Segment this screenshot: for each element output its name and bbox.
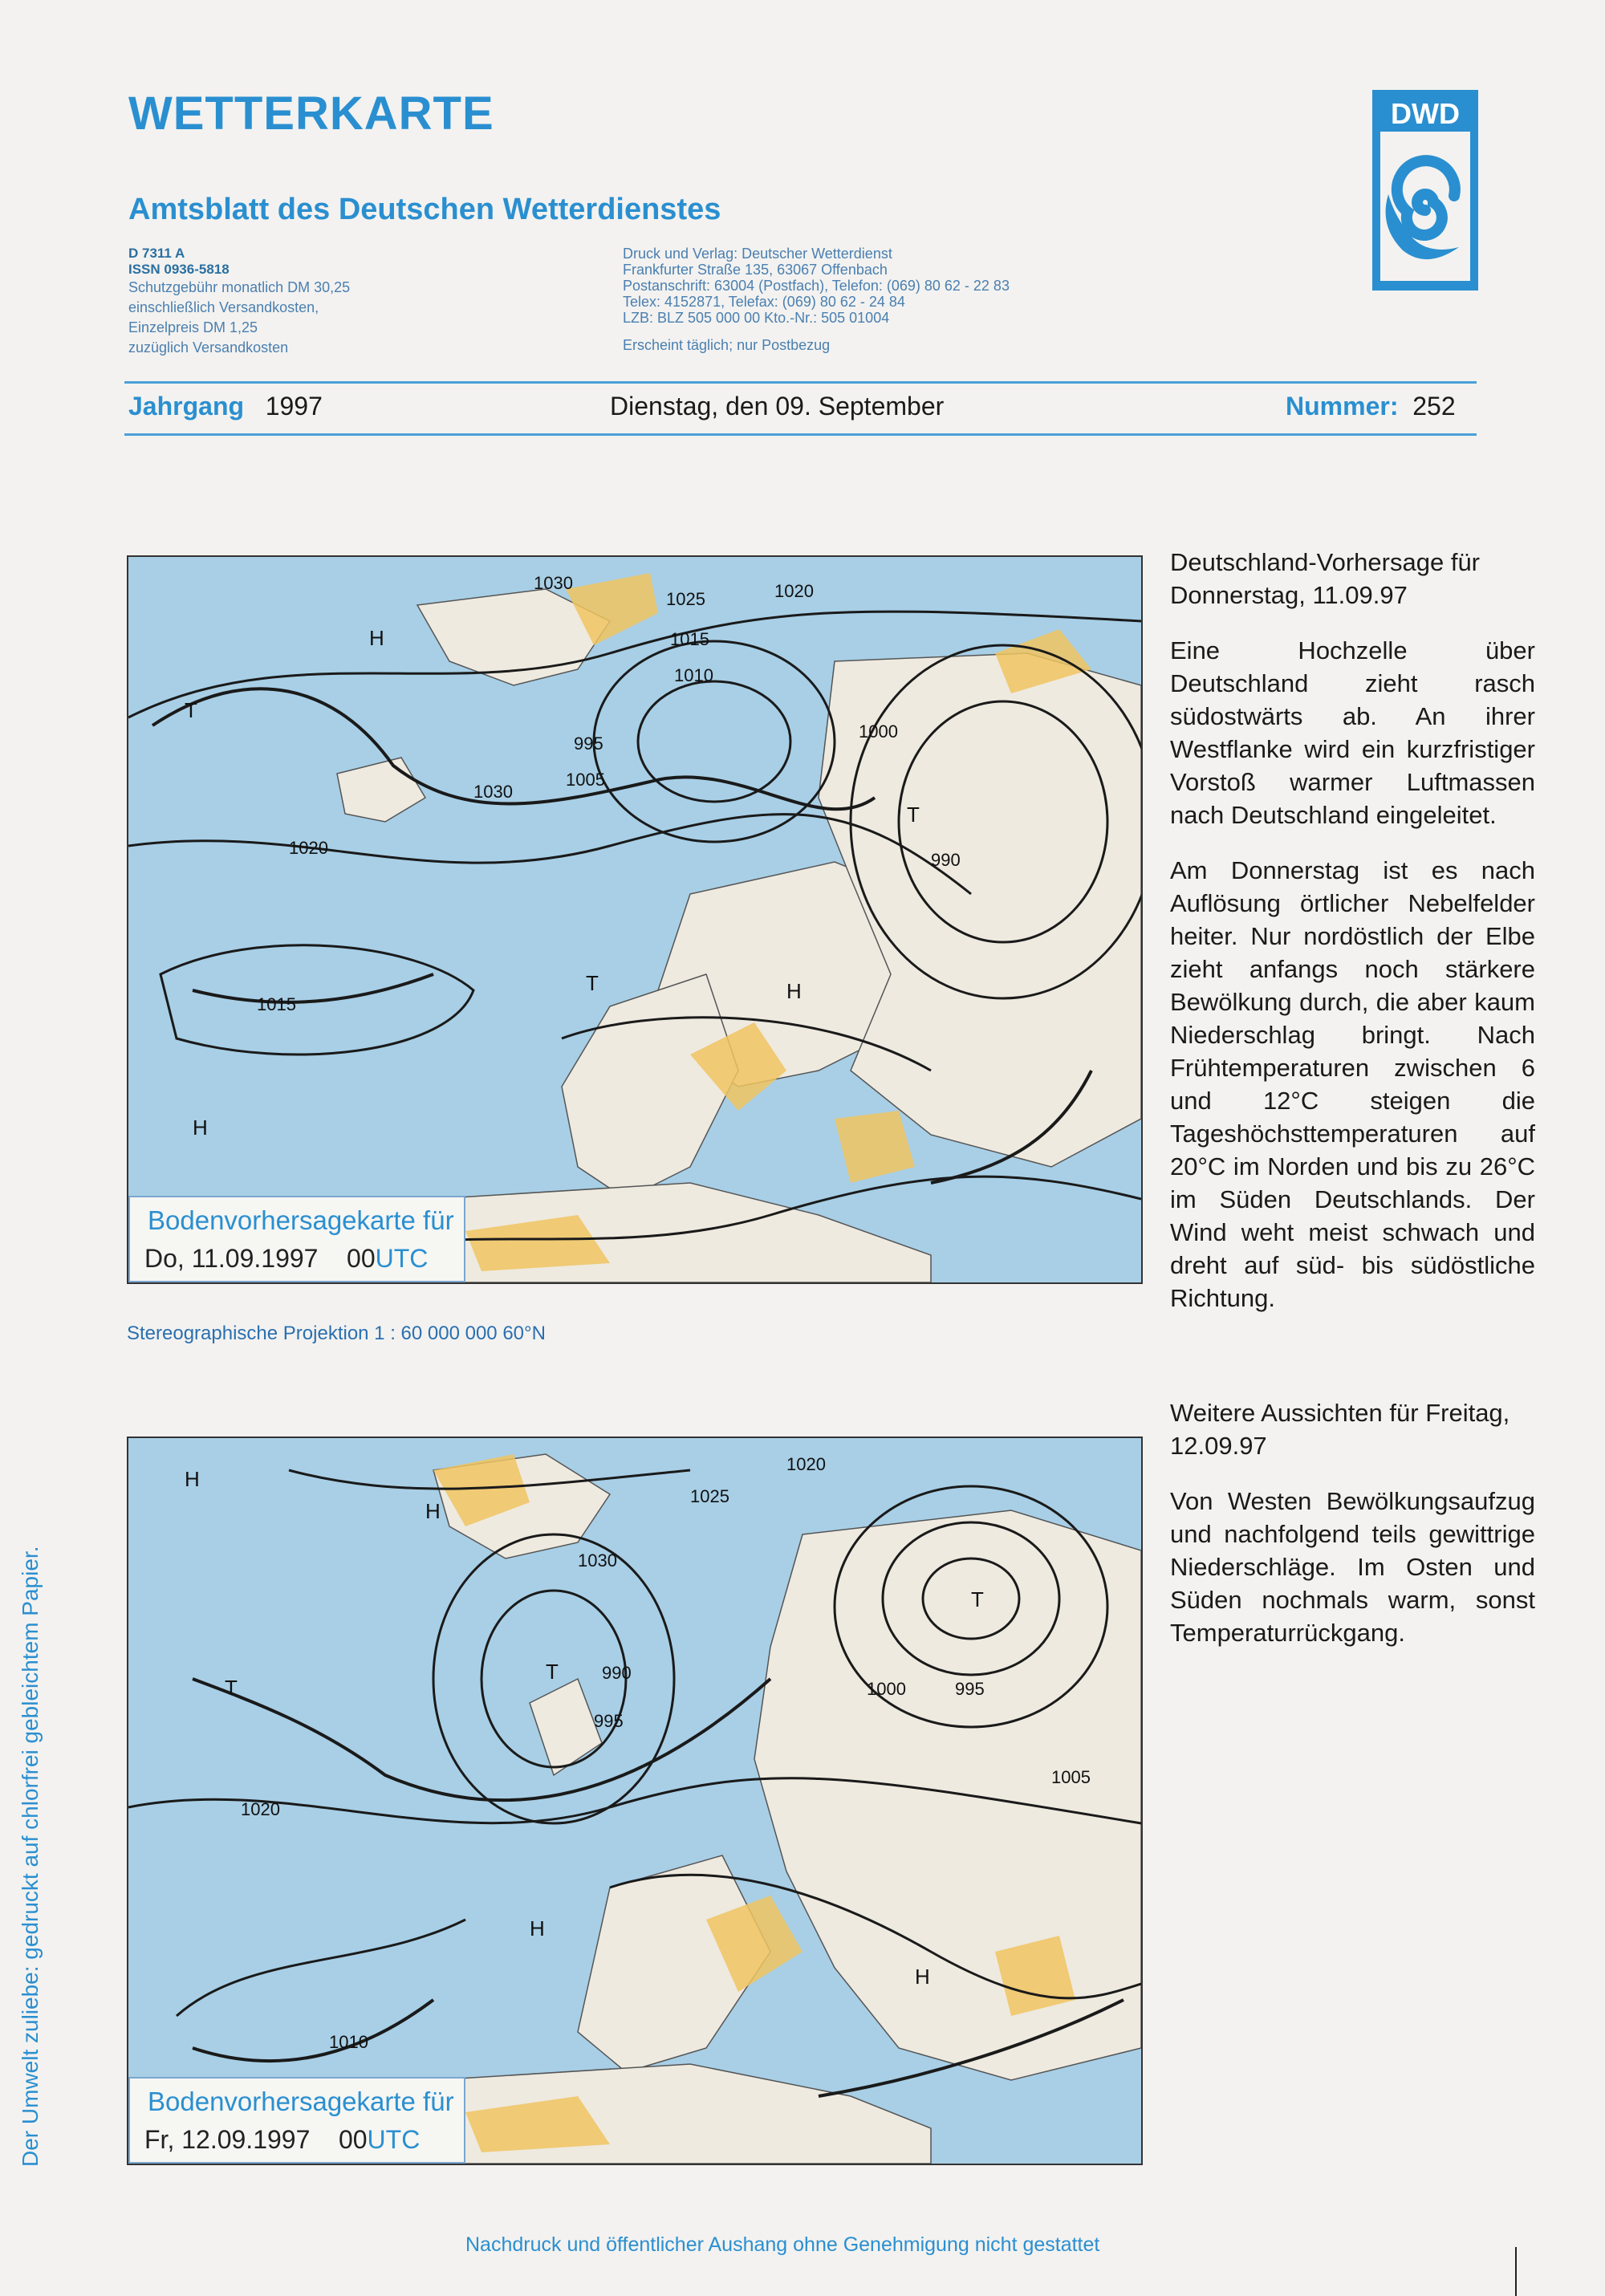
publisher-block xyxy=(623,246,1010,356)
page-subtitle: Amtsblatt des Deutschen Wetterdienstes xyxy=(128,193,721,226)
low-pressure-label: T xyxy=(907,803,920,827)
map-1-caption xyxy=(128,1196,465,1282)
pub-3: Postanschrift: 63004 (Postfach), Telefon: (069) 80 62 - 22 83 xyxy=(623,278,1010,294)
publication-frequency: Erscheint täglich; nur Postbezug xyxy=(623,337,831,353)
isobar-label: 995 xyxy=(594,1711,624,1731)
header-rule-bottom xyxy=(124,433,1477,436)
jahrgang-value: 1997 xyxy=(265,392,323,421)
fee-1: Schutzgebühr monatlich DM 30,25 xyxy=(128,279,351,295)
high-pressure-label: H xyxy=(530,1916,545,1940)
jahrgang-label: Jahrgang xyxy=(128,392,245,421)
isobar-label: 1005 xyxy=(566,770,605,790)
outlook-paragraph: Von Westen Bewölkungsaufzug und nachfolgend teils gewittrige Niederschläge. Im Osten und Süden nochmals warm, sonst Temperaturrückgang. xyxy=(1170,1487,1535,1647)
fee-3: Einzelpreis DM 1,25 xyxy=(128,319,258,335)
dwd-logo xyxy=(1372,90,1478,291)
map-2-caption-title: Bodenvorhersagekarte für xyxy=(148,2087,454,2116)
low-pressure-label: T xyxy=(185,698,197,722)
isobar-label: 1005 xyxy=(1051,1767,1091,1787)
high-pressure-label: H xyxy=(786,979,802,1003)
forecast-germany xyxy=(1170,546,1535,1337)
isobar-label: 1030 xyxy=(534,573,573,593)
isobar-label: 1010 xyxy=(674,665,713,685)
forecast-paragraph-1: Eine Hochzelle über Deutschland zieht rasch südostwärts ab. An ihrer Westflanke wird ein kurzfristiger Vorstoß warmer Luftmassen nach Deutschland eingeleitet. xyxy=(1170,636,1535,829)
surface-forecast-map-2 xyxy=(127,1437,1143,2165)
high-pressure-label: H xyxy=(369,626,384,650)
outlook xyxy=(1170,1396,1535,1672)
map-1-utc: UTC xyxy=(375,1244,429,1273)
environment-note: Der Umwelt zuliebe: gedruckt auf chlorfrei gebleichtem Papier. xyxy=(18,1546,43,2167)
low-pressure-label: T xyxy=(546,1660,559,1684)
projection-note: Stereographische Projektion 1 : 60 000 000 60°N xyxy=(127,1323,546,1344)
surface-forecast-map-1 xyxy=(127,555,1143,1284)
isobar-label: 1000 xyxy=(867,1679,906,1699)
low-pressure-label: T xyxy=(586,971,599,995)
forecast-paragraph-2: Am Donnerstag ist es nach Auflösung örtlicher Nebelfelder heiter. Nur nordöstlich der Elbe zieht anfangs noch stärkere Bewölkung durch, die aber kaum Niederschlag bringt. Nach Frühtemperaturen zwischen 6 und 12°C steigen die Tageshöchsttemperaturen auf 20°C im Norden und bis zu 26°C im Süden Deutschlands. Der Wind weht meist schwach und dreht auf süd- bis südöstliche Richtung. xyxy=(1170,856,1535,1312)
jahrgang xyxy=(128,392,323,421)
map-2-time: 00 xyxy=(338,2125,368,2154)
map-2-date: Fr, 12.09.1997 xyxy=(144,2125,311,2154)
nummer-value: 252 xyxy=(1412,392,1456,421)
map-1-time: 00 xyxy=(347,1244,376,1273)
map-2-caption xyxy=(128,2077,465,2164)
isobar-label: 990 xyxy=(931,850,961,870)
isobar-label: 990 xyxy=(602,1663,632,1683)
map-2-caption-date xyxy=(144,2125,420,2155)
fee-4: zuzüglich Versandkosten xyxy=(128,339,289,356)
isobar-label: 1015 xyxy=(670,629,709,649)
isobar-label: 1030 xyxy=(473,782,513,802)
isobar-label: 1020 xyxy=(241,1799,280,1819)
pub-2: Frankfurter Straße 135, 63067 Offenbach xyxy=(623,262,888,278)
footer-note: Nachdruck und öffentlicher Aushang ohne Genehmigung nicht gestattet xyxy=(465,2233,1100,2256)
isobar-label: 1025 xyxy=(690,1486,729,1506)
isobar-label: 995 xyxy=(955,1679,985,1699)
isobar-label: 1025 xyxy=(666,589,705,609)
isobar-label: 1020 xyxy=(786,1454,826,1474)
high-pressure-label: H xyxy=(915,1965,930,1989)
pub-4: Telex: 4152871, Telefax: (069) 80 62 - 24 84 xyxy=(623,294,905,310)
isobar-label: 1010 xyxy=(329,2032,368,2052)
isobar-label: 1000 xyxy=(859,721,898,742)
id-d: D 7311 A xyxy=(128,246,185,261)
low-pressure-label: T xyxy=(225,1676,238,1700)
pub-5: LZB: BLZ 505 000 00 Kto.-Nr.: 505 01004 xyxy=(623,310,890,326)
isobar-label: 1030 xyxy=(578,1550,617,1571)
isobar-label: 995 xyxy=(574,734,603,754)
issue-date: Dienstag, den 09. September xyxy=(610,392,945,421)
map-1-caption-date xyxy=(144,1244,428,1274)
nummer xyxy=(1286,392,1456,421)
high-pressure-label: H xyxy=(185,1467,200,1491)
map-2-utc: UTC xyxy=(367,2125,421,2154)
page-title: WETTERKARTE xyxy=(128,87,494,140)
nummer-label: Nummer: xyxy=(1286,392,1399,421)
map-1-date: Do, 11.09.1997 xyxy=(144,1244,319,1273)
issn: ISSN 0936-5818 xyxy=(128,262,230,277)
isobar-label: 1015 xyxy=(257,994,296,1014)
fee-2: einschließlich Versandkosten, xyxy=(128,299,319,315)
logo-text: DWD xyxy=(1391,97,1460,130)
forecast-heading: Deutschland-Vorhersage für Donnerstag, 11.09.97 xyxy=(1170,548,1481,609)
header-rule-top xyxy=(124,381,1477,384)
high-pressure-label: H xyxy=(425,1499,441,1523)
pub-1: Druck und Verlag: Deutscher Wetterdienst xyxy=(623,246,892,262)
edge-mark xyxy=(1515,2247,1517,2296)
high-pressure-label: H xyxy=(193,1115,208,1140)
outlook-heading: Weitere Aussichten für Freitag, 12.09.97 xyxy=(1170,1399,1510,1460)
isobar-label: 1020 xyxy=(289,838,328,858)
low-pressure-label: T xyxy=(971,1587,984,1611)
issue-ids xyxy=(128,246,350,358)
isobar-label: 1020 xyxy=(774,581,814,601)
map-1-caption-title: Bodenvorhersagekarte für xyxy=(148,1205,454,1235)
